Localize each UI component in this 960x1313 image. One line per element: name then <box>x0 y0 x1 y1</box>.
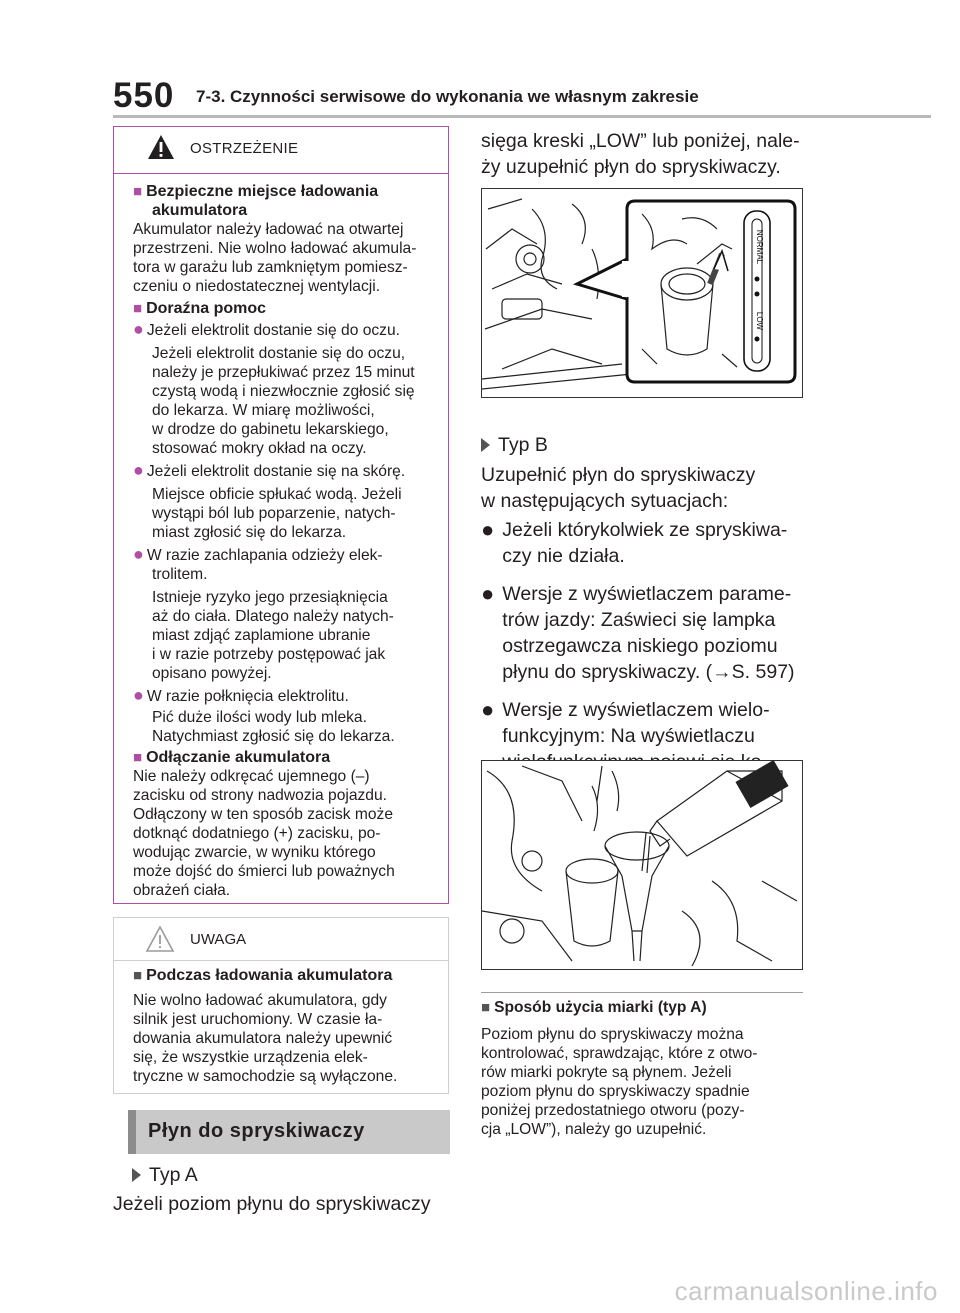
square-bullet-icon: ■ <box>133 183 143 200</box>
fig-low-label: LOW <box>755 311 764 331</box>
arrow-bullet-icon <box>132 1168 141 1182</box>
warning-b3-line: i w razie potrzeby postępować jak <box>152 646 386 663</box>
arrow-bullet-icon <box>481 438 490 452</box>
warning-b4-line: Pić duże ilości wody lub mleka. <box>152 709 367 726</box>
right-cont-text: sięga kreski „LOW” lub poniżej, nale- ży uzupełnić płyn do spryskiwaczy. <box>481 130 800 178</box>
square-bullet-icon: ■ <box>133 967 143 984</box>
warning-b3-line: aż do ciała. Dlatego należy natych- <box>152 608 394 625</box>
warning-b2-line: miast zgłosić się do lekarza. <box>152 524 347 541</box>
warning-sec1-line: czeniu o niedostatecznej wentylacji. <box>133 278 381 295</box>
notice-content <box>133 966 445 1086</box>
warning-b1-line: czystą wodą i niezwłocznie zgłosić się <box>152 383 415 400</box>
round-bullet-icon: ● <box>133 319 144 339</box>
type-a-label: Typ A <box>132 1162 198 1188</box>
notice-sec-title: Podczas ładowania akumulatora <box>146 967 393 984</box>
warning-sec3-line: Nie należy odkręcać ujemnego (–) <box>133 768 370 785</box>
notice-line: silnik jest uruchomiony. W czasie ła- <box>133 1011 383 1028</box>
dipstick-body: Poziom płynu do spryskiwaczy można kontrolować, sprawdzając, które z otwo- rów miarki pokryte są płynem. Jeżeli poziom płynu do spryskiwaczy spadnie poniżej przedostatniego otworu (pozy- cja „LOW”), należy go uzupełnić. <box>481 1026 758 1138</box>
right-bullets <box>481 517 811 801</box>
round-bullet-icon: ● <box>481 517 495 542</box>
warning-sec3-line: dotknąć dodatniego (+) zacisku, po- <box>133 825 381 842</box>
warning-sec3-line: może dojść do śmierci lub poważnych <box>133 863 395 880</box>
round-bullet-icon: ● <box>481 581 495 606</box>
round-bullet-icon: ● <box>481 697 495 722</box>
caution-triangle-icon <box>145 925 175 953</box>
warning-bullet-clothes: W razie zachlapania odzieży elek- <box>146 547 383 564</box>
section-bar-accent <box>128 1110 136 1154</box>
fig-normal-label: NORMAL <box>755 229 764 265</box>
notice-line: się, że wszystkie urządzenia elek- <box>133 1049 368 1066</box>
warning-bullet-skin: Jeżeli elektrolit dostanie się na skórę. <box>146 463 406 480</box>
warning-sec3-line: zacisku od strony nadwozia pojazdu. <box>133 787 387 804</box>
refill-figure <box>481 760 803 970</box>
warning-bullet-swallow: W razie połknięcia elektrolitu. <box>146 688 349 705</box>
warning-sec3-line: wodując zwarcie, w wyniku którego <box>133 844 376 861</box>
right-intro: Uzupełnić płyn do spryskiwaczy w następujących sytuacjach: <box>481 464 756 512</box>
notice-title: UWAGA <box>190 931 247 948</box>
notice-line: Nie wolno ładować akumulatora, gdy <box>133 992 387 1009</box>
warning-b1-line: stosować mokry okład na oczy. <box>152 440 367 457</box>
notice-line: dowania akumulatora należy upewnić <box>133 1030 393 1047</box>
square-bullet-icon: ■ <box>133 300 143 317</box>
warning-bullet-eyes: Jeżeli elektrolit dostanie się do oczu. <box>146 322 400 339</box>
warning-b3-line: opisano powyżej. <box>152 665 272 682</box>
warning-b1-line: w drodze do gabinetu lekarskiego, <box>152 421 389 438</box>
warning-b4-line: Natychmiast zgłosić się do lekarza. <box>152 728 395 745</box>
notice-line: tryczne w samochodzie są wyłączone. <box>133 1068 398 1085</box>
round-bullet-icon: ● <box>133 685 144 705</box>
warning-b3-line: miast zdjąć zaplamione ubranie <box>152 627 371 644</box>
warning-b1-line: Jeżeli elektrolit dostanie się do oczu, <box>152 345 406 362</box>
round-bullet-icon: ● <box>133 544 144 564</box>
warning-triangle-icon <box>146 133 176 161</box>
square-bullet-icon: ■ <box>133 749 143 766</box>
warning-b3-line: Istnieje ryzyko jego przesiąknięcia <box>152 589 388 606</box>
type-b-label: Typ B <box>481 432 548 458</box>
dipstick-figure <box>481 188 803 398</box>
warning-b2-line: Miejsce obficie spłukać wodą. Jeżeli <box>152 486 402 503</box>
dipstick-title: ■ Sposób użycia miarki (typ A) <box>481 999 707 1016</box>
chapter-title: 7-3. Czynności serwisowe do wykonania we własnym zakresie <box>196 87 699 106</box>
header-rule <box>113 115 931 118</box>
square-bullet-icon: ■ <box>481 999 491 1016</box>
warning-content <box>133 182 445 900</box>
warning-sec1-title-cont: akumulatora <box>152 202 248 219</box>
page-number: 550 <box>113 76 175 115</box>
warning-sec1-line: tora w garażu lub zamkniętym pomiesz- <box>133 259 408 276</box>
warning-b1-line: do lekarza. W miarę możliwości, <box>152 402 375 419</box>
watermark: carmanualsonline.info <box>674 1276 938 1306</box>
warning-title: OSTRZEŻENIE <box>190 140 299 157</box>
bullet-item: ● Jeżeli którykolwiek ze spryskiwa- czy nie działa. <box>481 517 788 567</box>
warning-sec3-line: Odłączony w ten sposób zacisk może <box>133 806 394 823</box>
round-bullet-icon: ● <box>133 460 144 480</box>
warning-b1-line: należy je przepłukiwać przez 15 minut <box>152 364 415 381</box>
section-title: Płyn do spryskiwaczy <box>148 1120 365 1142</box>
warning-bullet-clothes-cont: trolitem. <box>152 566 208 583</box>
warning-sec3-title: Odłączanie akumulatora <box>146 749 331 766</box>
divider <box>481 992 803 993</box>
warning-b2-line: wystąpi ból lub poparzenie, natych- <box>152 505 396 522</box>
left-body-text: Jeżeli poziom płynu do spryskiwaczy <box>113 1193 431 1215</box>
bullet-item: ● Wersje z wyświetlaczem parame- trów jazdy: Zaświeci się lampka ostrzegawcza niskiego poziomu płynu do spryskiwaczy. (→S. 597) <box>481 581 795 683</box>
warning-sec1-line: Akumulator należy ładować na otwartej <box>133 221 404 238</box>
warning-sec3-line: obrażeń ciała. <box>133 882 231 899</box>
warning-sec2-title: Doraźna pomoc <box>146 300 267 317</box>
warning-sec1-title: Bezpieczne miejsce ładowania <box>146 183 379 200</box>
bullet-item: ● Wersje z wyświetlaczem wielo- funkcyjnym: Na wyświetlaczu <box>481 697 811 801</box>
warning-sec1-line: przestrzeni. Nie wolno ładować akumula- <box>133 240 417 257</box>
